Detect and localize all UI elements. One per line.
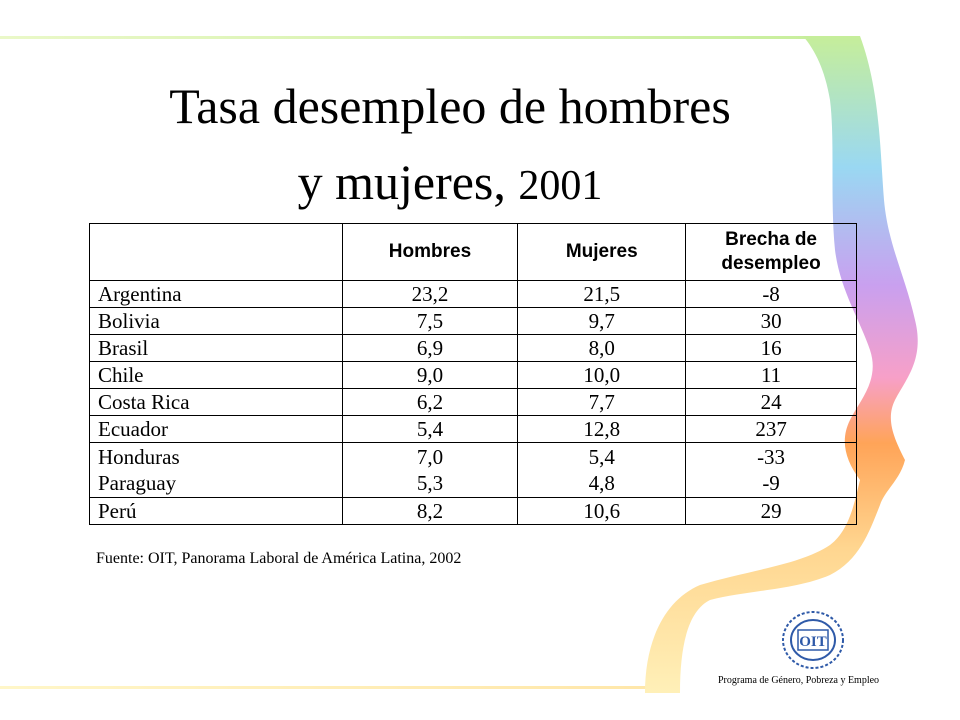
- brecha-honduras: -33: [757, 445, 786, 469]
- table-row: [90, 308, 857, 335]
- mujeres-cell: [518, 443, 686, 498]
- brecha-cell: [686, 443, 857, 498]
- country-cell: Chile: [90, 362, 343, 389]
- table-header-row: [90, 224, 857, 281]
- hombres-cell: 5,4: [342, 416, 518, 443]
- brecha-cell: 11: [686, 362, 857, 389]
- country-cell: Brasil: [90, 335, 343, 362]
- slide-title-line1: Tasa desempleo de hombres: [169, 78, 731, 134]
- table-row: [90, 443, 857, 498]
- footer-program-name: Programa de Género, Pobreza y Empleo: [718, 675, 880, 686]
- table-row: [90, 281, 857, 308]
- hombres-cell: 8,2: [342, 498, 518, 525]
- country-cell: [90, 443, 343, 498]
- country-honduras: Honduras: [98, 445, 180, 469]
- brecha-cell: -8: [686, 281, 857, 308]
- title-text: y mujeres,: [297, 154, 506, 210]
- brecha-cell: 24: [686, 389, 857, 416]
- header-mujeres: Mujeres: [518, 224, 686, 281]
- mujeres-paraguay: 4,8: [588, 471, 615, 495]
- hombres-paraguay: 5,3: [416, 471, 444, 495]
- mujeres-cell: 10,0: [518, 362, 686, 389]
- table-row: [90, 416, 857, 443]
- mujeres-cell: 10,6: [518, 498, 686, 525]
- table-row: [90, 335, 857, 362]
- country-cell: Ecuador: [90, 416, 343, 443]
- mujeres-cell: 12,8: [518, 416, 686, 443]
- mujeres-cell: 7,7: [518, 389, 686, 416]
- country-cell: Costa Rica: [90, 389, 343, 416]
- table-row: [90, 389, 857, 416]
- hombres-cell: 6,9: [342, 335, 518, 362]
- country-cell: Perú: [90, 498, 343, 525]
- brecha-cell: 237: [686, 416, 857, 443]
- hombres-cell: 7,5: [342, 308, 518, 335]
- country-paraguay: Paraguay: [98, 471, 177, 495]
- hombres-cell: [342, 443, 518, 498]
- brecha-cell: 30: [686, 308, 857, 335]
- hombres-cell: 9,0: [342, 362, 518, 389]
- mujeres-honduras: 5,4: [588, 445, 615, 469]
- oit-logo-icon: [778, 608, 848, 672]
- hombres-cell: 23,2: [342, 281, 518, 308]
- hombres-honduras: 7,0: [416, 445, 444, 469]
- country-cell: Bolivia: [90, 308, 343, 335]
- logo-text: OIT: [799, 634, 827, 650]
- source-note: Fuente: OIT, Panorama Laboral de América Latina, 2002: [96, 550, 462, 567]
- table-row: [90, 498, 857, 525]
- mujeres-cell: 21,5: [518, 281, 686, 308]
- hombres-cell: 6,2: [342, 389, 518, 416]
- country-cell: Argentina: [90, 281, 343, 308]
- mujeres-cell: 8,0: [518, 335, 686, 362]
- slide-title-line2: [60, 152, 840, 216]
- mujeres-cell: 9,7: [518, 308, 686, 335]
- header-hombres: Hombres: [342, 224, 518, 281]
- header-brecha: Brecha de desempleo: [686, 224, 857, 281]
- unemployment-table: [89, 223, 857, 525]
- brecha-cell: 29: [686, 498, 857, 525]
- brecha-cell: 16: [686, 335, 857, 362]
- brecha-paraguay: -9: [762, 471, 780, 495]
- header-country: [90, 224, 343, 281]
- title-year: 2001: [518, 163, 603, 209]
- table-row: [90, 362, 857, 389]
